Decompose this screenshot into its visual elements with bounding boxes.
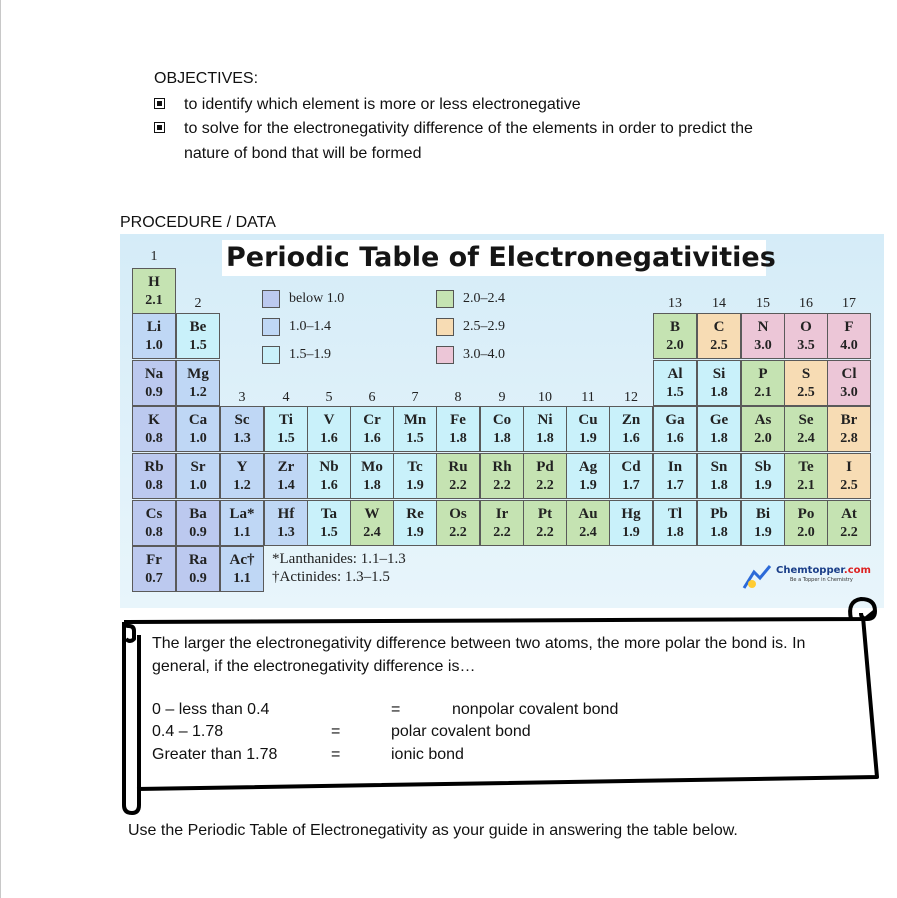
element-cell-sb	[741, 453, 785, 499]
element-value: 1.9	[406, 525, 424, 540]
footer-instruction: Use the Periodic Table of Electronegativity as your guide in answering the table below.	[128, 822, 738, 839]
element-symbol: Ir	[495, 506, 509, 522]
element-symbol: Ti	[279, 412, 293, 428]
element-symbol: P	[758, 366, 768, 382]
element-cell-y	[220, 453, 264, 499]
element-symbol: Ta	[320, 506, 338, 522]
element-value: 2.2	[536, 525, 554, 540]
element-symbol: Be	[189, 319, 207, 335]
element-cell-k	[132, 406, 176, 452]
element-value: 2.2	[493, 478, 511, 493]
element-value: 1.8	[710, 478, 728, 493]
group-number-13: 13	[668, 296, 682, 311]
group-number-14: 14	[712, 296, 726, 311]
legend-swatch	[262, 318, 280, 336]
element-cell-pt	[523, 500, 567, 546]
element-symbol: Sn	[710, 459, 728, 475]
element-value: 2.0	[797, 525, 815, 540]
element-symbol: Bi	[755, 506, 771, 522]
element-cell-pb	[697, 500, 741, 546]
element-value: 1.5	[277, 431, 295, 446]
element-symbol: Pt	[537, 506, 553, 522]
element-value: 2.5	[797, 385, 815, 400]
element-cell-ca	[176, 406, 220, 452]
element-symbol: Po	[797, 506, 815, 522]
element-cell-au	[566, 500, 610, 546]
chemtopper-logo	[776, 565, 871, 576]
group-number-9: 9	[498, 390, 506, 405]
element-symbol: Ru	[448, 459, 468, 475]
element-cell-se	[784, 406, 828, 452]
legend-label: 1.5–1.9	[289, 347, 331, 362]
element-symbol: Nb	[319, 459, 339, 475]
group-number-8: 8	[454, 390, 462, 405]
element-value: 1.5	[320, 525, 338, 540]
legend-label: 2.5–2.9	[463, 319, 505, 334]
rule-equals: =	[331, 723, 341, 740]
legend-label: 3.0–4.0	[463, 347, 505, 362]
procedure-title: PROCEDURE / DATA	[120, 214, 276, 231]
group-number-5: 5	[325, 390, 333, 405]
element-symbol: O	[800, 319, 812, 335]
element-cell-be	[176, 313, 220, 359]
element-cell-zr	[264, 453, 308, 499]
element-symbol: Cl	[841, 366, 857, 382]
element-symbol: Cr	[363, 412, 381, 428]
checkbox-bullet-icon	[154, 122, 165, 133]
group-number-6: 6	[368, 390, 376, 405]
element-symbol: Ag	[578, 459, 598, 475]
group-number-17: 17	[842, 296, 856, 311]
element-value: 2.4	[797, 431, 815, 446]
element-symbol: Pb	[710, 506, 728, 522]
element-symbol: As	[754, 412, 772, 428]
element-symbol: Tl	[667, 506, 683, 522]
element-symbol: S	[801, 366, 811, 382]
element-value: 3.0	[754, 338, 772, 353]
element-symbol: Br	[840, 412, 858, 428]
element-cell-v	[307, 406, 351, 452]
element-symbol: Mg	[187, 366, 209, 382]
legend-label: 1.0–1.4	[289, 319, 331, 334]
element-cell-ga	[653, 406, 697, 452]
element-value: 1.9	[754, 478, 772, 493]
element-symbol: Ge	[709, 412, 729, 428]
element-value: 2.2	[449, 525, 467, 540]
element-cell-re	[393, 500, 437, 546]
element-cell-sr	[176, 453, 220, 499]
element-symbol: Rh	[492, 459, 512, 475]
element-symbol: Si	[712, 366, 726, 382]
element-value: 0.9	[189, 525, 207, 540]
element-value: 1.8	[536, 431, 554, 446]
element-symbol: Sb	[754, 459, 772, 475]
objectives-title: OBJECTIVES:	[154, 70, 259, 87]
element-cell-hg	[609, 500, 653, 546]
element-value: 0.8	[145, 525, 163, 540]
element-symbol: Mn	[403, 412, 427, 428]
element-symbol: Tc	[407, 459, 423, 475]
legend-label: 2.0–2.4	[463, 291, 505, 306]
element-value: 0.8	[145, 478, 163, 493]
element-cell-ru	[436, 453, 480, 499]
element-value: 1.8	[710, 525, 728, 540]
element-value: 1.2	[189, 385, 207, 400]
element-cell-po	[784, 500, 828, 546]
element-cell-tc	[393, 453, 437, 499]
element-symbol: Cs	[145, 506, 163, 522]
element-value: 2.8	[840, 431, 858, 446]
element-value: 1.6	[363, 431, 381, 446]
element-value: 2.2	[493, 525, 511, 540]
element-value: 2.1	[797, 478, 815, 493]
rule-equals: =	[391, 701, 401, 718]
element-cell-zn	[609, 406, 653, 452]
element-cell-in	[653, 453, 697, 499]
element-value: 1.1	[233, 525, 251, 540]
page-edge	[0, 0, 1, 898]
lanthanides-note: *Lanthanides: 1.1–1.3	[272, 551, 406, 567]
element-value: 1.6	[666, 431, 684, 446]
element-symbol: Te	[798, 459, 814, 475]
legend-swatch	[436, 346, 454, 364]
group-number-1: 1	[150, 249, 158, 264]
element-cell-cl	[827, 360, 871, 406]
element-value: 2.2	[449, 478, 467, 493]
element-value: 1.9	[622, 525, 640, 540]
element-symbol: Pd	[536, 459, 554, 475]
element-value: 1.9	[754, 525, 772, 540]
element-value: 1.8	[363, 478, 381, 493]
element-cell-ti	[264, 406, 308, 452]
element-cell-mn	[393, 406, 437, 452]
element-cell-ag	[566, 453, 610, 499]
element-symbol: La*	[229, 506, 255, 522]
group-number-12: 12	[624, 390, 638, 405]
element-value: 0.9	[189, 571, 207, 586]
element-cell-pd	[523, 453, 567, 499]
group-number-10: 10	[538, 390, 552, 405]
element-cell-h	[132, 268, 176, 314]
element-cell-co	[480, 406, 524, 452]
element-symbol: Cd	[621, 459, 641, 475]
element-cell-b	[653, 313, 697, 359]
legend-swatch	[436, 318, 454, 336]
legend-swatch	[436, 290, 454, 308]
element-value: 3.5	[797, 338, 815, 353]
element-value: 1.6	[320, 478, 338, 493]
actinides-note: †Actinides: 1.3–1.5	[272, 569, 390, 585]
element-value: 2.2	[840, 525, 858, 540]
element-value: 1.6	[622, 431, 640, 446]
element-value: 1.9	[579, 431, 597, 446]
element-symbol: H	[148, 274, 160, 290]
element-symbol: W	[364, 506, 380, 522]
element-symbol: Cu	[578, 412, 598, 428]
element-cell-i	[827, 453, 871, 499]
element-value: 1.3	[233, 431, 251, 446]
element-cell-li	[132, 313, 176, 359]
element-cell-ac	[220, 546, 264, 592]
element-symbol: At	[841, 506, 857, 522]
element-value: 2.5	[710, 338, 728, 353]
element-symbol: Ac†	[229, 552, 255, 568]
element-symbol: Ra	[188, 552, 208, 568]
element-cell-rh	[480, 453, 524, 499]
element-symbol: Fe	[450, 412, 466, 428]
group-number-11: 11	[581, 390, 595, 405]
element-symbol: V	[323, 412, 335, 428]
element-symbol: Ga	[665, 412, 685, 428]
element-symbol: F	[844, 319, 854, 335]
element-symbol: K	[148, 412, 160, 428]
element-symbol: Rb	[144, 459, 164, 475]
element-value: 1.1	[233, 571, 251, 586]
element-value: 1.8	[493, 431, 511, 446]
element-value: 1.6	[320, 431, 338, 446]
element-cell-o	[784, 313, 828, 359]
legend-swatch	[262, 290, 280, 308]
element-value: 1.5	[406, 431, 424, 446]
group-number-2: 2	[194, 296, 202, 311]
element-value: 2.2	[536, 478, 554, 493]
element-cell-mo	[350, 453, 394, 499]
element-cell-cu	[566, 406, 610, 452]
objective-text: nature of bond that will be formed	[184, 145, 422, 162]
element-cell-sc	[220, 406, 264, 452]
element-value: 1.8	[710, 385, 728, 400]
element-value: 2.0	[666, 338, 684, 353]
element-cell-ta	[307, 500, 351, 546]
element-cell-mg	[176, 360, 220, 406]
element-cell-ge	[697, 406, 741, 452]
element-value: 0.7	[145, 571, 163, 586]
element-value: 2.4	[363, 525, 381, 540]
element-value: 2.4	[579, 525, 597, 540]
element-cell-si	[697, 360, 741, 406]
element-symbol: B	[669, 319, 680, 335]
objective-text: to identify which element is more or less electronegative	[184, 96, 581, 113]
element-value: 1.5	[666, 385, 684, 400]
element-cell-cd	[609, 453, 653, 499]
element-symbol: Sc	[234, 412, 250, 428]
element-symbol: Co	[492, 412, 512, 428]
group-number-16: 16	[799, 296, 813, 311]
legend-swatch	[262, 346, 280, 364]
group-number-3: 3	[238, 390, 246, 405]
rule-bond: ionic bond	[391, 746, 464, 763]
rule-bond: nonpolar covalent bond	[452, 701, 619, 718]
rule-bond: polar covalent bond	[391, 723, 531, 740]
element-symbol: Hg	[621, 506, 641, 522]
element-cell-n	[741, 313, 785, 359]
periodic-table-title: Periodic Table of Electronegativities	[222, 240, 766, 276]
element-symbol: Ni	[537, 412, 553, 428]
element-cell-cs	[132, 500, 176, 546]
logo-name: Chemtopper	[776, 565, 844, 576]
element-value: 2.1	[145, 293, 163, 308]
element-cell-ni	[523, 406, 567, 452]
element-symbol: Ca	[188, 412, 208, 428]
checkbox-bullet-icon	[154, 98, 165, 109]
element-symbol: Re	[406, 506, 424, 522]
element-cell-na	[132, 360, 176, 406]
logo-domain: .com	[843, 565, 871, 576]
element-cell-hf	[264, 500, 308, 546]
element-cell-c	[697, 313, 741, 359]
element-value: 2.1	[754, 385, 772, 400]
element-symbol: Hf	[277, 506, 295, 522]
element-value: 1.2	[233, 478, 251, 493]
element-value: 1.3	[277, 525, 295, 540]
logo-tagline: Be a Topper in Chemistry	[790, 577, 853, 583]
element-cell-fe	[436, 406, 480, 452]
element-cell-al	[653, 360, 697, 406]
element-symbol: Y	[236, 459, 248, 475]
element-cell-sn	[697, 453, 741, 499]
element-symbol: Zr	[277, 459, 295, 475]
element-symbol: Mo	[361, 459, 383, 475]
element-symbol: Se	[798, 412, 814, 428]
element-symbol: I	[846, 459, 852, 475]
element-value: 1.7	[666, 478, 684, 493]
element-value: 0.9	[145, 385, 163, 400]
element-cell-ir	[480, 500, 524, 546]
element-cell-rb	[132, 453, 176, 499]
group-number-15: 15	[756, 296, 770, 311]
element-value: 1.8	[449, 431, 467, 446]
rule-equals: =	[331, 746, 341, 763]
rule-range: Greater than 1.78	[152, 746, 278, 763]
element-value: 1.9	[406, 478, 424, 493]
element-cell-at	[827, 500, 871, 546]
element-value: 2.5	[840, 478, 858, 493]
element-cell-la	[220, 500, 264, 546]
element-cell-bi	[741, 500, 785, 546]
element-symbol: Os	[449, 506, 467, 522]
element-symbol: Zn	[621, 412, 641, 428]
element-cell-as	[741, 406, 785, 452]
scroll-intro: The larger the electronegativity difference between two atoms, the more polar the bond is. In general, if the electronegativity difference is…	[152, 635, 806, 675]
element-symbol: In	[667, 459, 683, 475]
objective-text: to solve for the electronegativity difference of the elements in order to predict the	[184, 120, 753, 137]
element-cell-p	[741, 360, 785, 406]
element-cell-os	[436, 500, 480, 546]
element-value: 1.0	[189, 478, 207, 493]
element-cell-ba	[176, 500, 220, 546]
element-symbol: C	[713, 319, 725, 335]
rule-range: 0 – less than 0.4	[152, 701, 270, 718]
element-cell-ra	[176, 546, 220, 592]
element-symbol: N	[757, 319, 769, 335]
element-value: 3.0	[840, 385, 858, 400]
element-symbol: Au	[578, 506, 598, 522]
element-symbol: Fr	[146, 552, 162, 568]
element-cell-f	[827, 313, 871, 359]
chemtopper-logo-icon	[740, 562, 780, 592]
element-cell-s	[784, 360, 828, 406]
element-cell-cr	[350, 406, 394, 452]
element-value: 2.0	[754, 431, 772, 446]
element-value: 0.8	[145, 431, 163, 446]
element-symbol: Ba	[189, 506, 207, 522]
group-number-7: 7	[411, 390, 419, 405]
element-symbol: Na	[144, 366, 164, 382]
group-number-4: 4	[282, 390, 290, 405]
element-cell-te	[784, 453, 828, 499]
element-value: 1.4	[277, 478, 295, 493]
rule-range: 0.4 – 1.78	[152, 723, 224, 740]
element-value: 1.0	[145, 338, 163, 353]
element-symbol: Sr	[190, 459, 206, 475]
element-value: 1.9	[579, 478, 597, 493]
legend-label: below 1.0	[289, 291, 345, 306]
element-value: 1.8	[666, 525, 684, 540]
element-cell-w	[350, 500, 394, 546]
element-symbol: Al	[667, 366, 683, 382]
element-value: 4.0	[840, 338, 858, 353]
element-cell-tl	[653, 500, 697, 546]
element-value: 1.5	[189, 338, 207, 353]
element-cell-fr	[132, 546, 176, 592]
element-value: 1.0	[189, 431, 207, 446]
element-cell-br	[827, 406, 871, 452]
element-symbol: Li	[146, 319, 162, 335]
element-value: 1.8	[710, 431, 728, 446]
element-cell-nb	[307, 453, 351, 499]
element-value: 1.7	[622, 478, 640, 493]
